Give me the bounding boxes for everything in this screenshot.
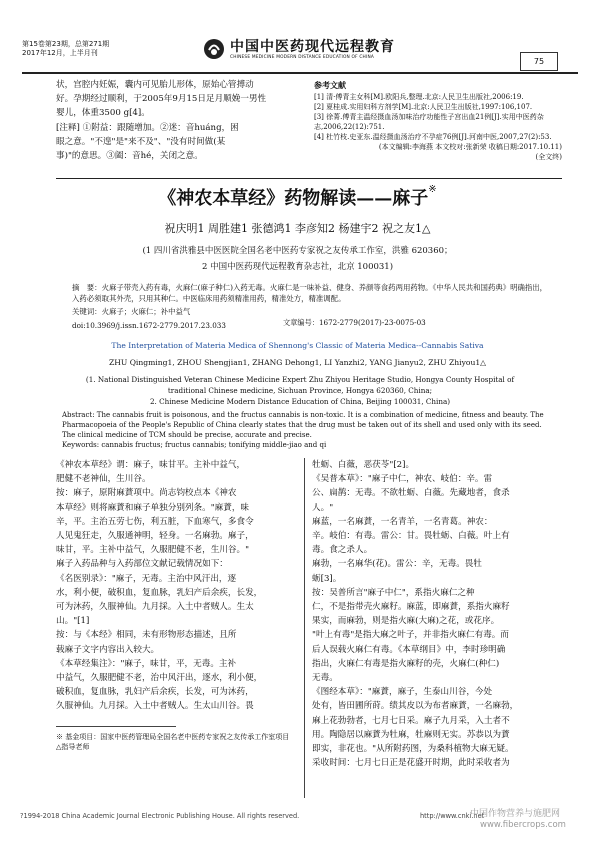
issue-info	[22, 40, 109, 58]
text-line: 果实，而麻勃，则是指火麻(大麻)之花，或花序。	[312, 616, 500, 627]
corresponding-note: △指导老师	[56, 743, 90, 751]
left-column	[56, 458, 298, 714]
article-title: 《神农本草经》药物解读——麻子	[158, 188, 429, 209]
references-title: 参考文献	[314, 80, 346, 90]
text-line: 蛎[3]。	[312, 573, 342, 584]
text-line: 婴儿，体重3500 g[4]。	[56, 108, 150, 119]
text-line: 《本草经集注》："麻子，味甘，平，无毒。主补	[56, 658, 237, 669]
text-line: 麻子入药品种与入药部位文献记载情况如下：	[56, 559, 228, 570]
text-line: 后人误载火麻仁有毒。《本草纲目》中，李时珍明确	[312, 644, 506, 655]
prev-article-tail	[56, 78, 294, 163]
text-line: 毒。食之杀人。	[312, 545, 373, 556]
text-line: 麻上花勃勃者，七月七日采。麻子九月采，入土者不	[312, 715, 510, 726]
editor-line: (本文编辑:李海燕 本文校对:张新荣 收稿日期:2017.10.11)	[378, 143, 562, 151]
text-line: 处有，皆田圃所莳。绩其皮以为布者麻蕡，一名麻勃，	[312, 701, 519, 712]
reference-item: [4] 杜竹枝.史亚东.温经摄血汤治疗不孕症76例[J].河南中医,2007,27(2):53.	[314, 133, 552, 141]
abstract-cn: 摘 要：火麻子带壳入药有毒，火麻仁(麻子种仁)入药无毒。火麻仁是一味补益、健身、养颜等食药两用药物。《中华人民共和国药典》明确指出，入药必须取其外壳，只用其种仁。中医临床用药须精准用药，精准处方，精准调配。	[72, 283, 548, 303]
note-line: [注释] ①附益：跟随增加。②迷：音huáng，困	[56, 122, 239, 133]
reference-item: [1] 清·傅青主女科[M].欧阳兵,整理.北京:人民卫生出版社,2006:19.	[314, 93, 524, 101]
watermark-cn: 中国作物营养与施肥网	[470, 809, 561, 819]
journal-logo-icon	[203, 38, 225, 60]
right-column	[312, 458, 562, 770]
affiliation-2: 2 中国中医药现代远程教育杂志社，北京 100031)	[201, 262, 394, 272]
article-title-block	[0, 184, 595, 210]
text-line: 指出，火麻仁有毒是指火麻籽的壳，火麻仁(种仁)	[312, 658, 500, 669]
text-line: 仁，不是指带壳火麻籽。麻蓝，即麻蕡，系指火麻籽	[312, 602, 510, 613]
fund-note: ※ 基金项目：国家中医药管理局全国名老中医药专家祝之友传承工作室项目	[56, 733, 290, 741]
text-line: 山。"[1]	[56, 616, 90, 627]
affiliation-en	[60, 374, 540, 407]
footnote	[56, 732, 296, 752]
abstract-en: Abstract: The cannabis fruit is poisonous, and the fructus cannabis is non-toxic. It is a combination of medicine, fitness and beauty. The Pharmacopoeia of the People's Republic of China clearly states that the drug must be taken out of its shell and used only with its seed. The clinical medicine of TCM should be precise, accurate and precise.	[62, 411, 544, 439]
note-line: 眼之意。"不遑"是"来不及"、"没有时间做(某	[56, 136, 226, 147]
watermark-url: www.fibercrops.com	[480, 820, 566, 830]
text-line: 牡蛎、白薇，恶茯苓"[2]。	[312, 460, 415, 470]
issue-line-2: 2017年12月，上半月刊	[22, 49, 98, 57]
text-line: 按：麻子，原附麻蕡项中。尚志钧校点本《神农	[56, 488, 237, 499]
title-fund-mark: ※	[428, 184, 437, 195]
note-line: 事)"的意思。③阖：音hé，关闭之意。	[56, 151, 203, 162]
reference-item: [3] 徐菁.傅青主温经摄血汤加味治疗功能性子宫出血21例[J].实用中医药杂志,2006,22(12):751.	[314, 113, 544, 131]
affiliation-en-2: traditional Chinese medicine, Sichuan Province, Hongya 620360, China;	[167, 386, 433, 395]
text-line: 《名医别录》："麻子，无毒。主治中风汗出，逐	[56, 573, 237, 584]
text-line: 即实，非花也。"从所附药图，为桑科植物大麻无疑。	[312, 744, 514, 755]
cnki-url: http://www.cnki.net	[420, 812, 485, 820]
doi: doi:10.3969/j.issn.1672-2779.2017.23.033	[72, 321, 226, 330]
text-line: 好。孕期经过顺利，于2005年9月15日足月顺娩一男性	[56, 94, 267, 105]
text-line: 状，宫腔内妊娠，囊内可见胎儿形体，原始心管搏动	[56, 80, 254, 90]
text-line: 公、扁鹊：无毒。不欲牡蛎、白薇。先藏地者，食杀	[312, 488, 510, 499]
text-line: 中益气，久服肥健不老，治中风汗出，逐水，利小便，	[56, 673, 263, 684]
text-line: 《神农本草经》谓：麻子，味甘平。主补中益气，	[56, 460, 246, 470]
text-line: 按：吴普所言"麻子中仁"，系指火麻仁之种	[312, 587, 475, 598]
text-line: 用。陶隐居以麻蕡为牡麻，牡麻则无实。苏恭以为蕡	[312, 729, 510, 740]
authors-en: ZHU Qingming1, ZHOU Shengjian1, ZHANG Dehong1, LI Yanzhi2, YANG Jianyu2, ZHU Zhiyou1△	[108, 358, 487, 367]
text-line: 《图经本草》："麻蕡，麻子，生泰山川谷，今处	[312, 687, 493, 698]
affiliation-en-1: (1. National Distinguished Veteran Chinese Medicine Expert Zhu Zhiyou Heritage Studio, Hongya County Hospital of	[85, 375, 515, 384]
title-en: The Interpretation of Materia Medica of Shennong's Classic of Materia Medica--Cannabis Sativa	[111, 341, 484, 350]
text-line: 本草经》则将麻蕡和麻子单独分别列条。"麻蕡，味	[56, 502, 250, 513]
text-line: 味甘，平。主补中益气，久服肥健不老，生川谷。"	[56, 545, 250, 556]
text-line: 人见鬼狂走，久服通神明，轻身。一名麻勃。麻子，	[56, 531, 254, 542]
page-number: 75	[520, 52, 558, 71]
journal-title-en: CHINESE MEDICINE MODERN DISTANCE EDUCATION OF CHINA	[230, 55, 375, 60]
reference-item: [2] 夏桂成.实用妇科方剂学[M].北京:人民卫生出版社,1997:106,107.	[314, 103, 533, 111]
text-line: 肥健不老神仙，生川谷。	[56, 474, 151, 485]
text-line: 按：与《本经》相同，未有形物形态描述，且所	[56, 630, 237, 641]
end-mark: (全文终)	[535, 153, 562, 161]
text-line: 麻蓝，一名麻蕡，一名青羊，一名青葛。神农：	[312, 516, 493, 527]
references	[314, 80, 562, 162]
authors: 祝庆明1 周胜建1 张德鸿1 李彦知2 杨建宇2 祝之友1△	[164, 222, 431, 235]
text-line: 采收时间：七月七日正是花盛开时期，此时采收者为	[312, 758, 510, 769]
text-line: 载麻子文字内容出入较大。	[56, 644, 160, 655]
text-line: 无毒。	[312, 673, 338, 684]
text-line: 人。"	[312, 502, 334, 513]
text-line: 破积血，复血脉，乳妇产后余疾，长发，可为沐药，	[56, 687, 254, 698]
keywords-cn: 关键词：火麻子；火麻仁；补中益气	[72, 307, 191, 316]
text-line: 可为沐药，久服神仙。九月採。入土中者贼人。生太	[56, 602, 254, 613]
text-line: 辛。岐伯：有毒。雷公：甘。畏牡蛎、白薇。叶上有	[312, 531, 510, 542]
text-line: "叶上有毒"是指大麻之叶子，并非指火麻仁有毒。而	[312, 630, 509, 641]
text-line: 水，利小便，破积血，复血脉，乳妇产后余疾，长发，	[56, 587, 263, 598]
article-number: 文章编号：1672-2779(2017)-23-0075-03	[283, 318, 426, 327]
text-line: 久服神仙。九月採。入土中者贼人。生太山川谷。畏	[56, 701, 254, 712]
affiliation-en-3: 2. Chinese Medicine Modern Distance Education of China, Beijing 100031, China)	[149, 397, 451, 406]
affiliation-1: (1 四川省洪雅县中医医院全国名老中医药专家祝之友传承工作室，洪雅 620360；	[142, 246, 453, 256]
copyright: ?1994-2018 China Academic Journal Electronic Publishing House. All rights reserved.	[20, 812, 300, 820]
text-line: 辛，平。主治五劳七伤，利五脏，下血寒气，多食令	[56, 516, 254, 527]
issue-line-1: 第15卷第23期，总第271期	[22, 40, 110, 48]
text-line: 《吴普本草》："麻子中仁，神农、岐伯：辛。雷	[312, 474, 493, 485]
keywords-en: Keywords: cannabis fructus; fructus cannabis; tonifying middle-jiao and qi	[62, 441, 327, 449]
text-line: 麻勃，一名麻华(花)。雷公：辛，无毒。畏牡	[312, 559, 482, 570]
journal-title: 中国中医药现代远程教育	[230, 39, 395, 55]
